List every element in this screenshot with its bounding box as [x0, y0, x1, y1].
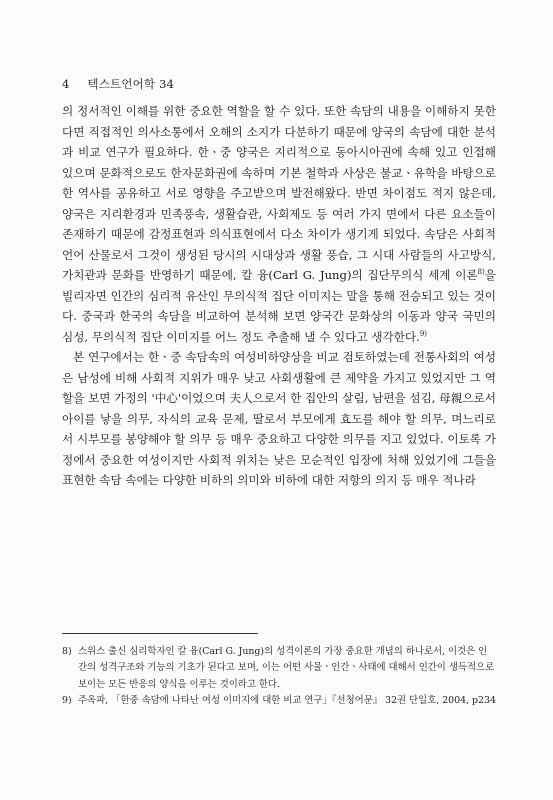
- footnote-ref-8[interactable]: 8): [477, 268, 485, 276]
- page-header: [62, 76, 174, 92]
- body-text: [62, 101, 496, 491]
- footnote-text: 스위스 출신 심리학자인 칼 융(Carl G. Jung)의 성격이론의 가장 중요한 개념의 하나로서, 이것은 인간의 성격구조와 기능의 기초가 된다고 보며, 이는 어떤 사물ㆍ인간ㆍ사태에 대해서 인간이 생득적으로 보이는 모든 반응의 양식을 이루는 것이라고 한다.: [78, 646, 495, 690]
- paragraph-2: 본 연구에서는 한ㆍ중 속담속의 여성비하양상을 비교 검토하였는데 전통사회의 여성은 남성에 비해 사회적 지위가 매우 낮고 사회생활에 큰 제약을 가지고 있었지만 그 역할을 보면 가정의 '中心'이었으며 夫人으로서 한 집안의 살림, 남편을 섬김, 母親으로서 아이를 낳을 의무, 자식의 교육 문제, 딸로서 부모에게 효도를 해야 할 의무, 며느리로서 시부모를 봉양해야 할 의무 등 매우 중요하고 다양한 의무를 지고 있었다. 이토록 가정에서 중요한 여성이지만 사회적 위치는 낮은 모순적인 입장에 처해 있었기에 그들을 표현한 속담 속에는 다양한 비하의 의미와 비하에 대한 저항의 의지 등 매우 적나라: [62, 350, 496, 487]
- footnote-divider: [62, 633, 258, 634]
- footnote-number: 9): [62, 695, 72, 707]
- footnote-8: [62, 644, 496, 693]
- journal-title: 텍스트언어학 34: [87, 77, 175, 91]
- footnote-9: [62, 693, 496, 709]
- paragraph-1-text-b: 을 빌리자면 인간의 심리적 유산인 무의식적 집단 이미지는 말을 통해 전승되고 있는 것이다. 중국과 한국의 속담을 비교하여 분석해 보면 양국간 문화상의 이동과 양국 국민의 심성, 무의식적 집단 이미지를 어느 정도 추출해 낼 수 있다고 생각한다.: [62, 268, 496, 344]
- footnote-text: 주옥파, 「한중 속담에 나타난 여성 이미지에 대한 비교 연구」『선청어문』 32권 단일호, 2004, p234: [78, 695, 496, 707]
- footnote-number: 8): [62, 646, 72, 657]
- footnotes: [62, 644, 496, 710]
- paragraph-1-text-a: 의 정서적인 이해를 위한 중요한 역할을 할 수 있다. 또한 속담의 내용을 이해하지 못한다면 직접적인 의사소통에서 오해의 소지가 다분하기 때문에 양국의 속담에 대한 분석과 비교 연구가 필요하다. 한ㆍ중 양국은 지리적으로 동아시아권에 속해 있고 인접해 있으며 문화적으로도 한자문화권에 속하며 기본 철학과 사상은 불교ㆍ유학을 바탕으로 한 역사를 공유하고 서로 영향을 주고받으며 발전해왔다. 반면 차이점도 적지 않은데, 양국은 지리환경과 민족풍속, 생활습관, 사회제도 등 여러 가지 면에서 다른 요소들이 존재하기 때문에 감정표현과 의식표현에서 다소 차이가 생기게 되었다. 속담은 사회적 언어 산물로서 그것이 생성된 당시의 시대상과 생활 풍습, 그 시대 사람들의 사고방식, 가치관과 문화를 반영하기 때문에, 칼 융(Carl G. Jung)의 집단무의식 세계 이론: [62, 104, 496, 282]
- page-number: 4: [62, 77, 70, 91]
- footnote-ref-9[interactable]: 9): [419, 329, 428, 338]
- paragraph-1: [62, 101, 496, 347]
